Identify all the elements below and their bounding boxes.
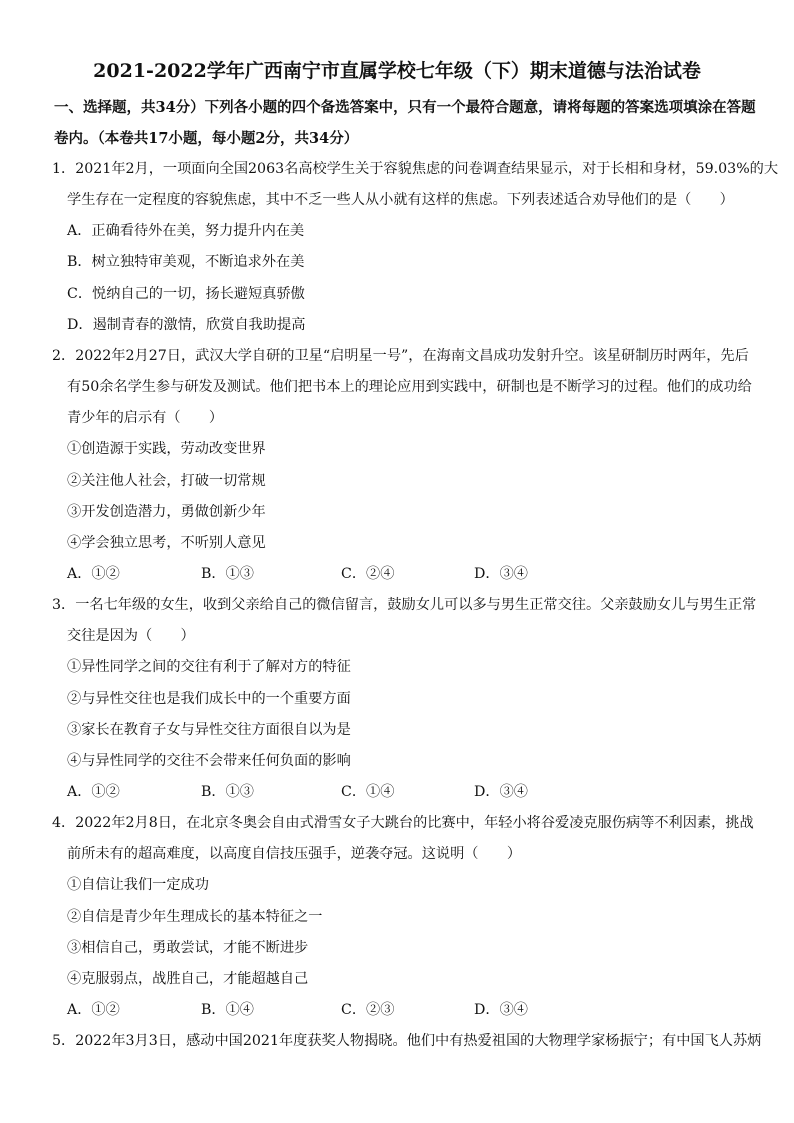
question-2-choice-c: C．②④ xyxy=(341,566,395,582)
question-3-choice-d: D．③④ xyxy=(474,784,528,800)
question-3-line-2: 交往是因为（ ） xyxy=(67,628,195,644)
question-3-statement-1: ①异性同学之间的交往有利于了解对方的特征 xyxy=(67,659,351,675)
question-2-statement-3: ③开发创造潜力，勇做创新少年 xyxy=(67,504,266,520)
question-4-line-2: 前所未有的超高难度，以高度自信技压强手，逆袭夺冠。这说明（ ） xyxy=(67,846,522,862)
question-2-statement-4: ④学会独立思考，不听别人意见 xyxy=(67,535,266,551)
question-4-statement-4: ④克服弱点，战胜自己，才能超越自己 xyxy=(67,971,309,987)
question-1-option-a: A．正确看待外在美，努力提升内在美 xyxy=(67,223,305,239)
question-3-choice-b: B．①③ xyxy=(201,784,254,800)
question-2-line-3: 青少年的启示有（ ） xyxy=(67,410,224,426)
question-1-option-d: D．遏制青春的激情，欣赏自我助提高 xyxy=(67,317,306,333)
question-4-choice-d: D．③④ xyxy=(474,1002,528,1018)
question-1-option-b: B．树立独特审美观，不断追求外在美 xyxy=(67,254,305,270)
question-2-line-2: 有50余名学生参与研发及测试。他们把书本上的理论应用到实践中，研制也是不断学习的过程。他们的成功给 xyxy=(67,379,752,395)
question-2-statement-1: ①创造源于实践，劳动改变世界 xyxy=(67,441,266,457)
question-2-choice-a: A．①② xyxy=(67,566,120,582)
question-5-line-1: 5．2022年3月3日，感动中国2021年度获奖人物揭晓。他们中有热爱祖国的大物理学家杨振宁；有中国飞人苏炳 xyxy=(52,1033,762,1049)
question-1-option-c: C．悦纳自己的一切，扬长避短真骄傲 xyxy=(67,286,305,302)
question-2-choice-b: B．①③ xyxy=(201,566,254,582)
question-2-statement-2: ②关注他人社会，打破一切常规 xyxy=(67,473,266,489)
question-3-choice-c: C．①④ xyxy=(341,784,395,800)
question-3-statement-2: ②与异性交往也是我们成长中的一个重要方面 xyxy=(67,691,351,707)
question-3-choice-a: A．①② xyxy=(67,784,120,800)
question-3-statement-4: ④与异性同学的交往不会带来任何负面的影响 xyxy=(67,753,351,769)
question-4-line-1: 4．2022年2月8日，在北京冬奥会自由式滑雪女子大跳台的比赛中，年轻小将谷爱凌克服伤病等不利因素，挑战 xyxy=(52,815,754,831)
question-4-choice-c: C．②③ xyxy=(341,1002,395,1018)
question-3-statement-3: ③家长在教育子女与异性交往方面很自以为是 xyxy=(67,722,351,738)
question-2-choice-d: D．③④ xyxy=(474,566,528,582)
exam-title: 2021-2022学年广西南宁市直属学校七年级（下）期末道德与法治试卷 xyxy=(93,60,701,82)
section-heading: 一、选择题，共34分）下列各小题的四个备选答案中，只有一个最符合题意，请将每题的答案选项填涂在答题卷内。（本卷共17小题，每小题2分，共34分） xyxy=(54,99,756,147)
question-4-statement-3: ③相信自己，勇敢尝试，才能不断进步 xyxy=(67,940,309,956)
question-4-choice-a: A．①② xyxy=(67,1002,120,1018)
question-2-line-1: 2．2022年2月27日，武汉大学自研的卫星“启明星一号”，在海南文昌成功发射升空。该星研制历时两年，先后 xyxy=(52,348,749,364)
question-4-statement-2: ②自信是青少年生理成长的基本特征之一 xyxy=(67,909,323,925)
question-3-line-1: 3．一名七年级的女生，收到父亲给自己的微信留言，鼓励女儿可以多与男生正常交往。父亲鼓励女儿与男生正常 xyxy=(52,597,757,613)
question-1-line-1: 1．2021年2月，一项面向全国2063名高校学生关于容貌焦虑的问卷调查结果显示，对于长相和身材，59.03%的大 xyxy=(52,161,779,177)
question-4-statement-1: ①自信让我们一定成功 xyxy=(67,877,209,893)
question-1-line-2: 学生存在一定程度的容貌焦虑，其中不乏一些人从小就有这样的焦虑。下列表述适合劝导他们的是（ ） xyxy=(67,192,734,208)
question-4-choice-b: B．①④ xyxy=(201,1002,254,1018)
